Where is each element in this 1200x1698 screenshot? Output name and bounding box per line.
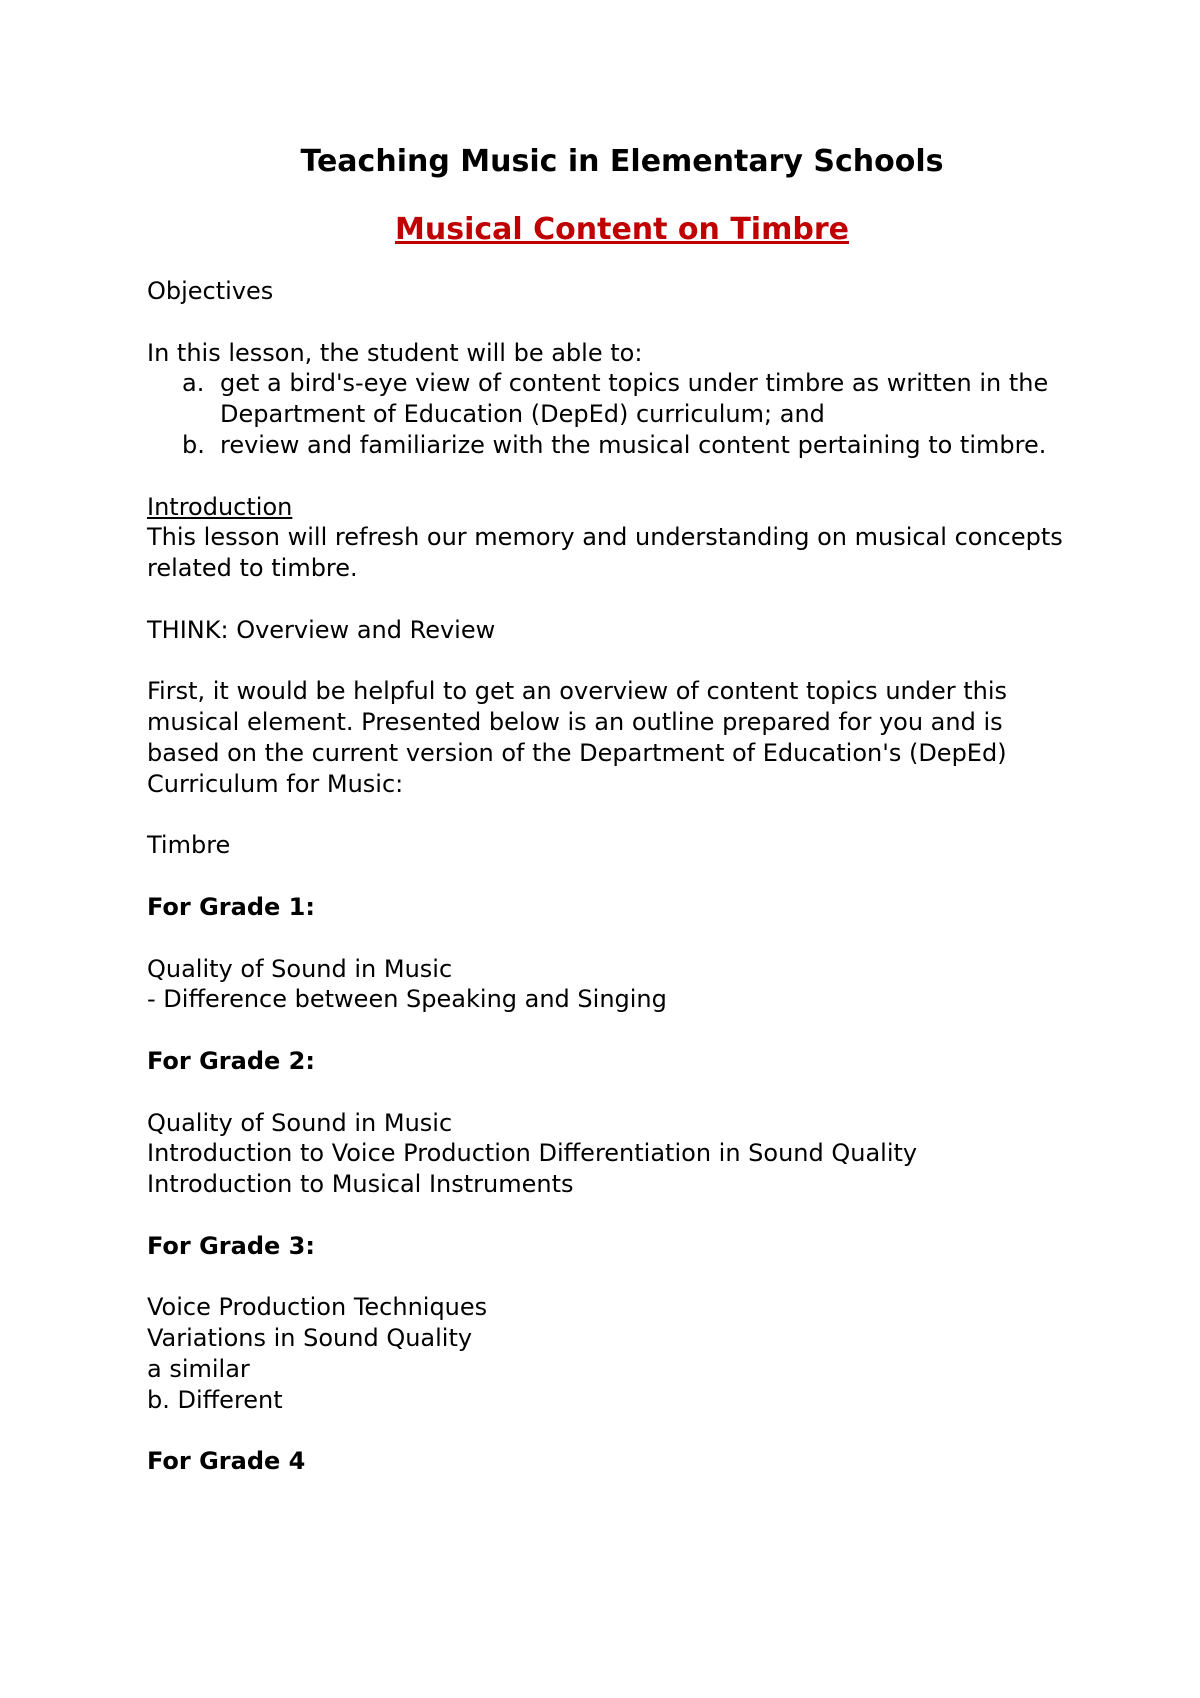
objectives-intro: In this lesson, the student will be able to:: [147, 338, 643, 367]
spacer: [147, 584, 1077, 615]
objective-marker: a.: [182, 369, 205, 398]
grade-topic: - Difference between Speaking and Singing: [147, 985, 667, 1014]
spacer: [147, 1262, 1077, 1293]
spacer: [147, 307, 1077, 338]
think-heading: THINK: Overview and Review: [147, 615, 496, 644]
objective-text: get a bird's-eye view of content topics under timbre as written in the Department of Education (DepEd) curriculum; and: [220, 369, 1049, 429]
timbre-label: Timbre: [147, 831, 231, 860]
spacer: [147, 861, 1077, 892]
objectives-list: [147, 368, 1077, 460]
grade-heading: For Grade 1:: [147, 892, 315, 921]
objectives-heading: Objectives: [147, 277, 274, 305]
introduction-heading: Introduction: [147, 492, 293, 521]
grade-heading: For Grade 2:: [147, 1046, 315, 1075]
introduction-text: This lesson will refresh our memory and understanding on musical concepts related to timbre.: [147, 523, 1063, 583]
spacer: [147, 461, 1077, 492]
spacer: [147, 923, 1077, 954]
objective-text: review and familiarize with the musical content pertaining to timbre.: [220, 430, 1047, 459]
grade-topic: a similar: [147, 1354, 250, 1383]
objective-marker: b.: [182, 430, 205, 459]
grade-topic: Introduction to Voice Production Differentiation in Sound Quality: [147, 1139, 918, 1168]
spacer: [147, 1015, 1077, 1046]
spacer: [147, 1077, 1077, 1108]
grade-heading: For Grade 4: [147, 1447, 306, 1476]
document-title: Teaching Music in Elementary Schools: [300, 144, 944, 179]
grade-topic: Quality of Sound in Music: [147, 1108, 453, 1137]
overview-text: First, it would be helpful to get an overview of content topics under this musical element. Presented below is an outline prepared for you and is based on the current version of the Department of Education's (DepEd) Curriculum for Music:: [147, 677, 1008, 798]
objective-item: [147, 430, 1077, 461]
spacer: [147, 800, 1077, 831]
grade-topic: Voice Production Techniques: [147, 1293, 488, 1322]
grade-topic: b. Different: [147, 1385, 283, 1414]
document-body: [147, 140, 1077, 1477]
grade-topic: Quality of Sound in Music: [147, 954, 453, 983]
document-subtitle: Musical Content on Timbre: [395, 212, 849, 247]
grade-topic: Variations in Sound Quality: [147, 1324, 473, 1353]
spacer: [147, 646, 1077, 677]
spacer: [147, 1415, 1077, 1446]
grade-topic: Introduction to Musical Instruments: [147, 1170, 574, 1199]
spacer: [147, 1200, 1077, 1231]
grade-heading: For Grade 3:: [147, 1231, 315, 1260]
objective-item: [147, 368, 1077, 430]
